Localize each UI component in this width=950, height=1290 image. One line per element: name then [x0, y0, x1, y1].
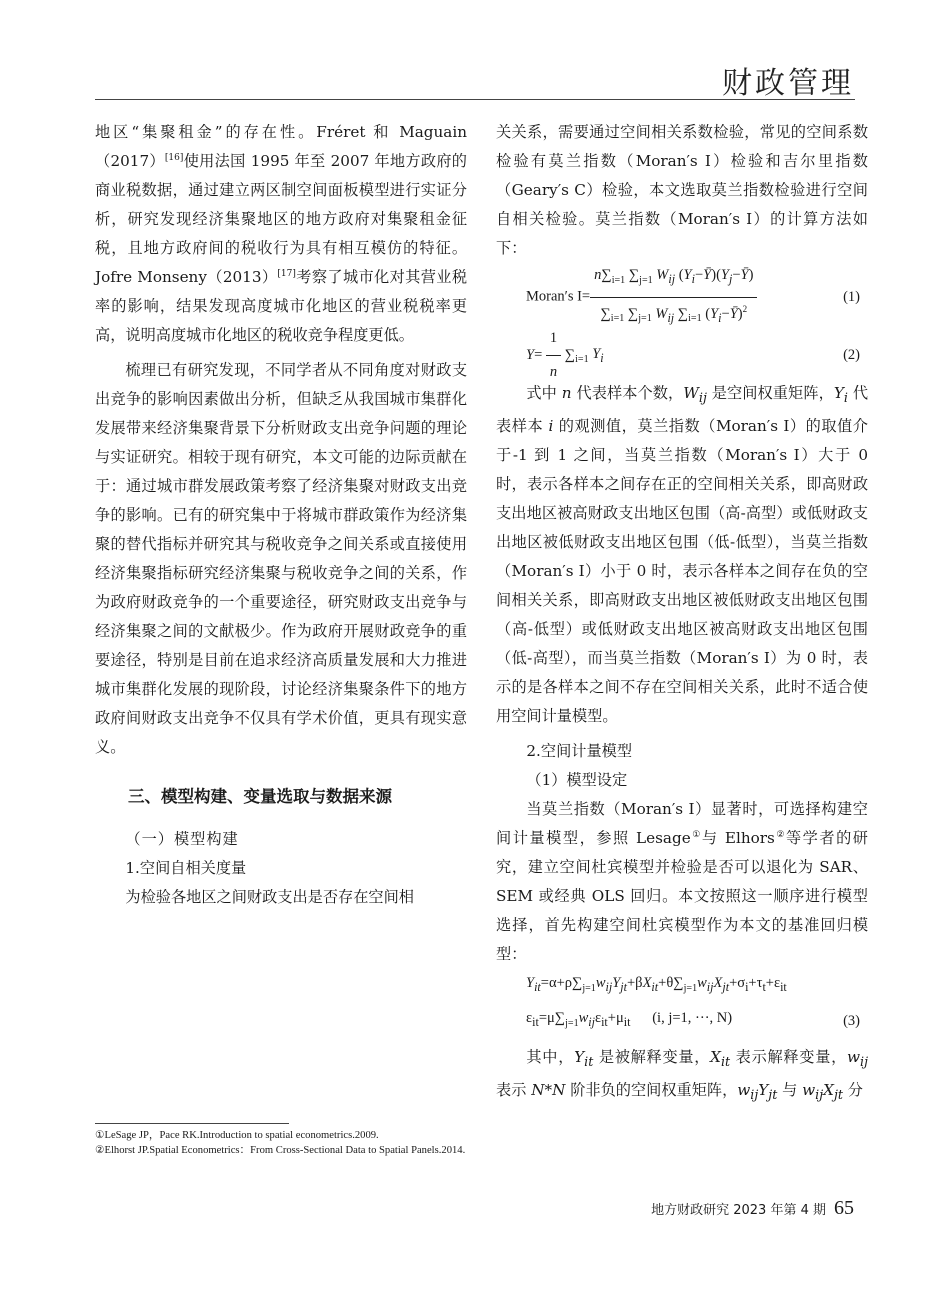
- subsubsection-heading: 1.空间自相关度量: [125, 859, 247, 877]
- paragraph-explanation: 式中 n 代表样本个数，$W_{ij}$ 是空间权重矩阵，$Y_i$ 代表样本 i 的观测值，莫兰指数（Moran′s I）的取值介于-1 到 1 之间，当莫兰指数（Moran′s I）大于 0 时，表示各样本之间存在正的空间相关关系，即高财政支出地区被高财政支出地区包围（高-高型）或低财政支出地区被低财政支出地区包围（低-低型），当莫兰指数（Moran′s I）小于 0 时，表示各样本之间存在负的空间相关关系，即高财政支出地区被低财政支出地区包围（高-低型）或低财政支出地区被高财政支出地区包围（低-高型），而当莫兰指数（Moran′s I）为 0 时，表示的是各样本之间不存在空间相关关系，此时不适合使用空间计量模型。: [496, 384, 869, 726]
- text-segment: 与 Elhors: [701, 829, 775, 848]
- right-column: [496, 118, 868, 1109]
- citation-16[interactable]: [16]: [164, 152, 184, 163]
- footnote-ref-2[interactable]: ②: [774, 829, 786, 840]
- equation-1-number: (1): [843, 288, 860, 305]
- text-segment: 式中: [526, 384, 562, 402]
- paragraph-continued-right: 关关系，需要通过空间相关系数检验，常见的空间系数检验有莫兰指数（Moran′s I）检验和吉尔里指数（Geary′s C）检验，本文选取莫兰指数检验进行空间自相关检验。莫兰指数（Moran′s I）的计算方法如下：: [496, 123, 868, 257]
- equation-1-expression: [526, 261, 757, 334]
- equation-1-fraction: $\frac{n\sum_{i=1} \sum_{j=1} W_{ij} (Y_i-Ȳ)(Y_j-Ȳ)}{\sum_{i=1} \sum_{j=1} W_{ij} \sum_{i=1} (Y_i-Ȳ)^2}$: [590, 261, 757, 334]
- subsubsection-heading-3: （1）模型设定: [526, 771, 628, 790]
- paragraph-continued: [95, 118, 467, 350]
- page-number: 65: [834, 1197, 854, 1219]
- equation-2-expression: Y= $\frac{1}{n}$ $\sum_{i=1}$ $Y_i$: [526, 324, 604, 387]
- footnote-2: ②Elhorst JP.Spatial Econometrics：From Cross-Sectional Data to Spatial Panels.2014.: [95, 1144, 466, 1156]
- paragraph-literature-review: 梳理已有研究发现，不同学者从不同角度对财政支出竞争的影响因素做出分析，但缺乏从我国城市集群化发展带来经济集聚背景下分析财政支出竞争问题的理论与实证研究。相较于现有研究，本文可能的边际贡献在于：通过城市群发展政策考察了经济集聚对财政支出竞争的影响。已有的研究集中于将城市群政策作为经济集聚的替代指标并研究其与税收竞争之间关系或直接使用经济集聚指标研究经济集聚与税收竞争之间的关系，作为政府财政竞争的一个重要途径，研究财政支出竞争与经济集聚之间的文献极少。作为政府开展财政竞争的重要途径，特别是目前在追求经济高质量发展和大力推进城市集群化发展的现阶段，讨论经济集聚条件下的地方政府间财政支出竞争不仅具有学术价值，更具有现实意义。: [95, 361, 467, 756]
- equation-3a-expression: $Y_{it}=\alpha+\rho\sum_{j=1}w_{ij}Y_{jt}+\beta X_{it}+\theta\sum_{j=1}w_{ij}X_{jt}+\sigma_i+\tau_t+\varepsilon_{it}$: [526, 975, 787, 994]
- text-segment: 是空间权重矩阵，: [706, 384, 834, 402]
- text-segment: 其中，: [526, 1048, 575, 1067]
- text-segment: 代表样本: [496, 384, 869, 436]
- section-header-title: 财政管理: [722, 66, 854, 101]
- section-heading: 三、模型构建、变量选取与数据来源: [128, 787, 392, 806]
- footnote-ref-1[interactable]: ①: [690, 829, 702, 840]
- equation-2: [496, 329, 868, 380]
- text-segment: 代表样本个数，: [571, 384, 684, 402]
- equation-3a: [496, 969, 868, 1003]
- subsection-heading: （一）模型构建: [125, 830, 239, 848]
- equation-3-range: (i, j=1, ···, N): [652, 1010, 733, 1027]
- footnote-divider: [95, 1123, 289, 1124]
- text-segment: 当莫兰指数（Moran′s I）显著时，可选择构建空间计量模型，参照 Lesage: [496, 800, 868, 848]
- equation-3b: [496, 1003, 868, 1039]
- equation-1-lhs: Moran′s I=: [526, 288, 591, 305]
- text-segment: 的观测值，莫兰指数（Moran′s I）的取值介于-1 到 1 之间，当莫兰指数（Moran′s I）大于 0 时，表示各样本之间存在正的空间相关关系，即高财政支出地区被高财政支出地区包围（高-高型）或低财政支出地区被低财政支出地区包围（低-低型），当莫兰指数（Moran′s I）小于 0 时，表示各样本之间存在负的空间相关关系，即高财政支出地区被低财政支出地区包围（高-低型）或低财政支出地区被高财政支出地区包围（低-高型），而当莫兰指数（Moran′s I）为 0 时，表示的是各样本之间不存在空间相关关系，此时不适合使用空间计量模型。: [496, 417, 868, 726]
- text-segment: 地区“集聚租金”的存在性。Fréret 和 Maguain（2017）: [95, 123, 467, 170]
- equation-3b-expression: $\varepsilon_{it}=\mu\sum_{j=1}w_{ij}\varepsilon_{it}+\mu_{it}$ (i, j=1, ···, N): [526, 1010, 733, 1029]
- text-segment: 与: [777, 1081, 803, 1100]
- footnote-1: ①LeSage JP，Pace RK.Introduction to spatial econometrics.2009.: [95, 1130, 379, 1141]
- header-divider: [95, 99, 855, 100]
- equation-3-number: (3): [843, 1012, 860, 1029]
- equation-1: [496, 267, 868, 327]
- footnotes: [95, 1129, 467, 1158]
- text-segment: 表示解释变量，: [730, 1048, 848, 1067]
- text-segment: 阶非负的空间权重矩阵，: [565, 1081, 738, 1100]
- paragraph-variables: 其中，$Y_{it}$ 是被解释变量，$X_{it}$ 表示解释变量，$w_{ij}$表示 N*N 阶非负的空间权重矩阵，$w_{ij}Y_{jt}$ 与 $w_{ij}X_{jt}$ 分: [496, 1048, 868, 1103]
- text-segment: 等学者的研究，建立空间杜宾模型并检验是否可以退化为 SAR、SEM 或经典 OLS 回归。本文按照这一顺序进行模型选择，首先构建空间杜宾模型作为本文的基准回归模型：: [496, 829, 868, 964]
- text-segment: 是被解释变量，: [593, 1048, 711, 1067]
- equation-2-number: (2): [843, 346, 860, 363]
- text-segment: 表示: [496, 1081, 532, 1100]
- footer-journal: 地方财政研究 2023 年第 4 期: [651, 1203, 826, 1218]
- left-column: [95, 118, 467, 912]
- citation-17[interactable]: [17]: [277, 268, 296, 279]
- subsubsection-heading-2: 2.空间计量模型: [526, 742, 633, 761]
- paragraph-intro: 为检验各地区之间财政支出是否存在空间相: [125, 888, 414, 906]
- text-segment: 分: [842, 1081, 863, 1100]
- text-segment: 使用法国 1995 年至 2007 年地方政府的商业税数据，通过建立两区制空间面板模型进行实证分析，研究发现经济集聚地区的地方政府对集聚租金征税，且地方政府间的税收行为具有相互模仿的特征。Jofre Monseny（2013）: [95, 152, 467, 286]
- text-segment: 考察了城市化对其营业税率的影响，结果发现高度城市化地区的营业税税率更高，说明高度城市化地区的税收竞争程度更低。: [95, 268, 468, 344]
- page-footer: [651, 1197, 854, 1220]
- paragraph-model: [496, 795, 868, 969]
